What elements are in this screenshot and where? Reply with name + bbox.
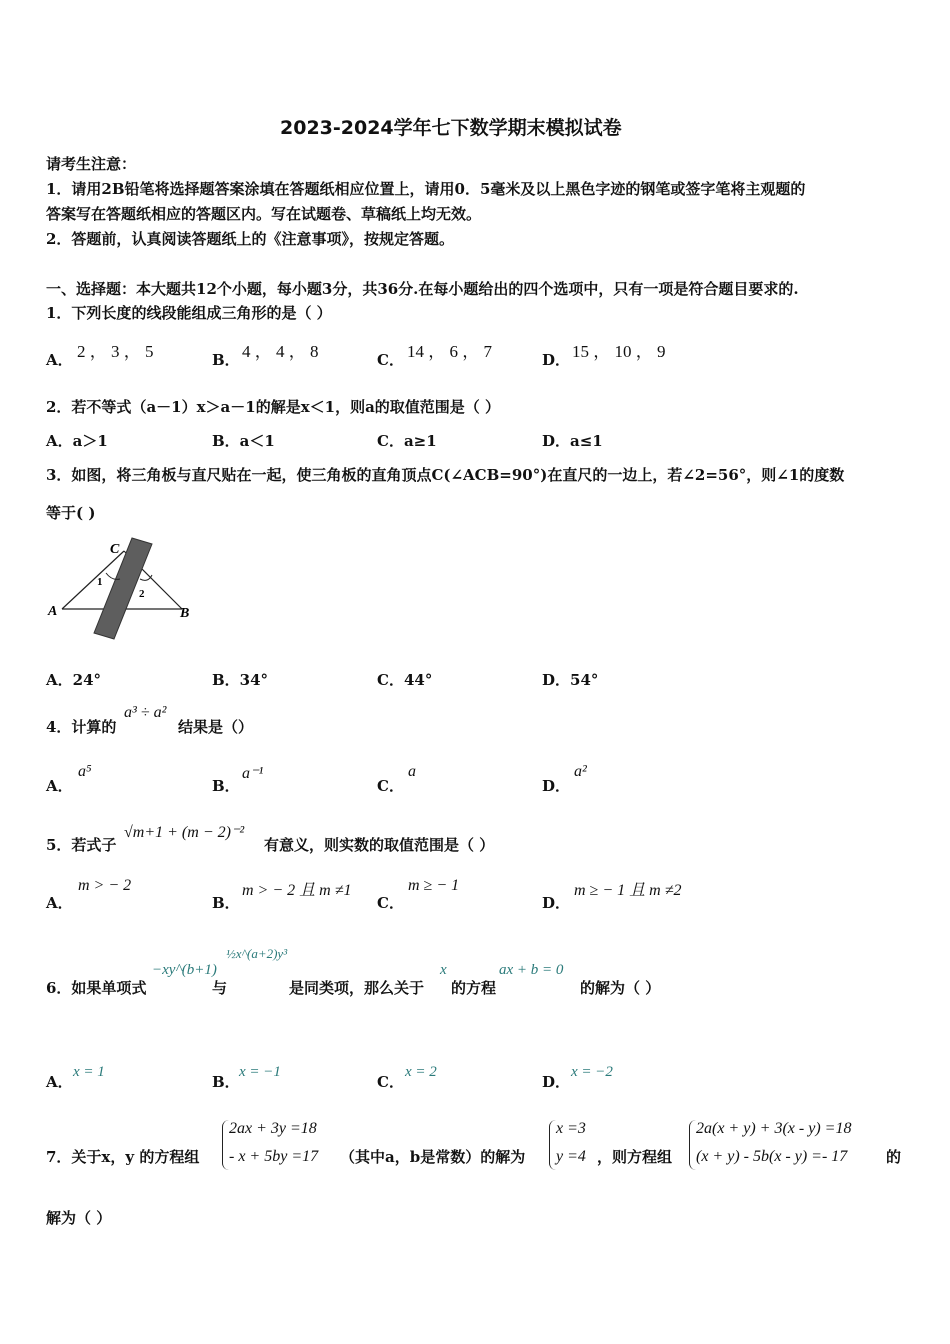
q7-post: 的 xyxy=(886,1148,902,1166)
q4-option-c: a xyxy=(408,763,416,780)
q5-option-a: m > − 2 xyxy=(78,877,132,894)
q3-angle-2-arc xyxy=(140,575,152,580)
q6-equation: ax + b = 0 xyxy=(499,962,564,978)
q4-label-d: D． xyxy=(542,777,571,795)
q5-label-a: A． xyxy=(46,894,73,912)
q7-system-1-eq-1: 2ax + 3y =18 xyxy=(229,1120,317,1137)
q5-option-b: m > − 2 且 m ≠1 xyxy=(242,882,352,899)
q4-label-a: A． xyxy=(46,777,73,795)
q6-option-c: x = 2 xyxy=(405,1064,437,1080)
q7-system-2-brace xyxy=(689,1120,696,1170)
q2-option-c: C．a≥1 xyxy=(377,432,437,450)
q5-stem-post: 有意义，则实数的取值范围是（ ） xyxy=(264,836,495,854)
q7-system-2-eq-1: 2a(x + y) + 3(x - y) =18 xyxy=(696,1120,852,1137)
q4-expr: a³ ÷ a² xyxy=(124,704,167,721)
q6-stem-mid: 是同类项，那么关于 xyxy=(289,979,425,997)
q3-option-a: A．24° xyxy=(46,671,102,689)
q1-stem: 1．下列长度的线段能组成三角形的是（ ） xyxy=(46,304,332,322)
q3-option-c: C．44° xyxy=(377,671,433,689)
q6-option-b: x = −1 xyxy=(239,1064,281,1080)
q2-stem: 2．若不等式（a－1）x＞a－1的解是x＜1，则a的取值范围是（ ） xyxy=(46,398,501,416)
q1-label-a: A． xyxy=(46,351,73,369)
q6-option-d: x = −2 xyxy=(571,1064,613,1080)
q6-label-b: B． xyxy=(212,1073,240,1091)
q6-stem-post: 的解为（ ） xyxy=(580,979,661,997)
q1-option-c: 14 ， 6 ， 7 xyxy=(407,342,492,361)
q6-label-c: C． xyxy=(377,1073,404,1091)
q3-figure xyxy=(40,535,210,645)
q3-label-b: B xyxy=(180,606,190,621)
notice-heading: 请考生注意： xyxy=(46,155,137,173)
q1-label-b: B． xyxy=(212,351,240,369)
q6-stem-pre: 6．如果单项式 xyxy=(46,979,147,997)
q5-stem-pre: 5．若式子 xyxy=(46,836,117,854)
q3-label-c: C xyxy=(110,542,120,557)
notice-line-2: 2．答题前，认真阅读答题纸上的《注意事项》，按规定答题。 xyxy=(46,230,454,248)
q3-label-2: 2 xyxy=(139,588,145,600)
notice-line-1: 1．请用2B铅笔将选择题答案涂填在答题纸相应位置上，请用0．5毫米及以上黑色字迹的钢笔或签字笔将主观题的 xyxy=(46,180,806,198)
q3-option-b: B．34° xyxy=(212,671,269,689)
q6-stem-mid2: 的方程 xyxy=(451,979,497,997)
q7-mid: （其中a，b是常数）的解为 xyxy=(340,1148,526,1166)
q4-label-c: C． xyxy=(377,777,404,795)
q5-option-c: m ≥ − 1 xyxy=(408,877,460,894)
q7-solution-x: x =3 xyxy=(556,1120,586,1137)
q6-label-a: A． xyxy=(46,1073,73,1091)
q4-option-d: a² xyxy=(574,763,587,780)
q2-option-d: D．a≤1 xyxy=(542,432,603,450)
section-heading: 一、选择题：本大题共12个小题，每小题3分，共36分.在每小题给出的四个选项中，只有一项是符合题目要求的. xyxy=(46,280,799,298)
q7-system-1-brace xyxy=(222,1120,229,1170)
q7-stem-2: 解为（ ） xyxy=(46,1209,112,1227)
q1-option-d: 15 ， 10 ， 9 xyxy=(572,342,666,361)
q4-stem-pre: 4．计算的 xyxy=(46,718,117,736)
q4-label-b: B． xyxy=(212,777,240,795)
page-title: 2023-2024学年七下数学期末模拟试卷 xyxy=(280,117,622,139)
q3-label-a: A xyxy=(48,604,58,619)
q5-label-c: C． xyxy=(377,894,404,912)
q1-option-a: 2 ， 3 ， 5 xyxy=(77,342,154,361)
q6-monomial-1: −xy^(b+1) xyxy=(152,962,217,978)
q3-label-1: 1 xyxy=(97,576,103,588)
q4-stem-post: 结果是（） xyxy=(178,718,254,736)
q1-label-c: C． xyxy=(377,351,404,369)
q5-option-d: m ≥ − 1 且 m ≠2 xyxy=(574,882,682,899)
q6-var-x: x xyxy=(440,962,447,978)
q1-label-d: D． xyxy=(542,351,571,369)
q7-solution-brace xyxy=(549,1120,556,1170)
notice-line-1b: 答案写在答题纸相应的答题区内。写在试题卷、草稿纸上均无效。 xyxy=(46,205,482,223)
q1-option-b: 4 ， 4 ， 8 xyxy=(242,342,319,361)
q7-solution-y: y =4 xyxy=(556,1148,586,1165)
q7-system-2-eq-2: (x + y) - 5b(x - y) =- 17 xyxy=(696,1148,848,1165)
q5-label-b: B． xyxy=(212,894,240,912)
q6-mid: 与 xyxy=(212,979,228,997)
q3-stem: 3．如图，将三角板与直尺贴在一起，使三角板的直角顶点C(∠ACB=90°)在直尺的一边上，若∠2=56°，则∠1的度数 xyxy=(46,466,845,484)
q2-option-a: A．a＞1 xyxy=(46,432,108,450)
q3-option-d: D．54° xyxy=(542,671,599,689)
q4-option-a: a⁵ xyxy=(78,763,92,780)
q6-label-d: D． xyxy=(542,1073,571,1091)
q7-stem-pre: 7．关于x，y 的方程组 xyxy=(46,1148,200,1166)
q7-system-1-eq-2: - x + 5by =17 xyxy=(229,1148,319,1165)
q6-option-a: x = 1 xyxy=(73,1064,105,1080)
q6-monomial-2: ½x^(a+2)y³ xyxy=(226,946,288,961)
q7-mid2: ，则方程组 xyxy=(597,1148,673,1166)
q3-stem-2: 等于( ) xyxy=(46,504,96,522)
q5-expr: √m+1 + (m − 2)⁻² xyxy=(124,824,245,841)
q2-option-b: B．a＜1 xyxy=(212,432,275,450)
q5-label-d: D． xyxy=(542,894,571,912)
q4-option-b: a⁻¹ xyxy=(242,765,264,782)
